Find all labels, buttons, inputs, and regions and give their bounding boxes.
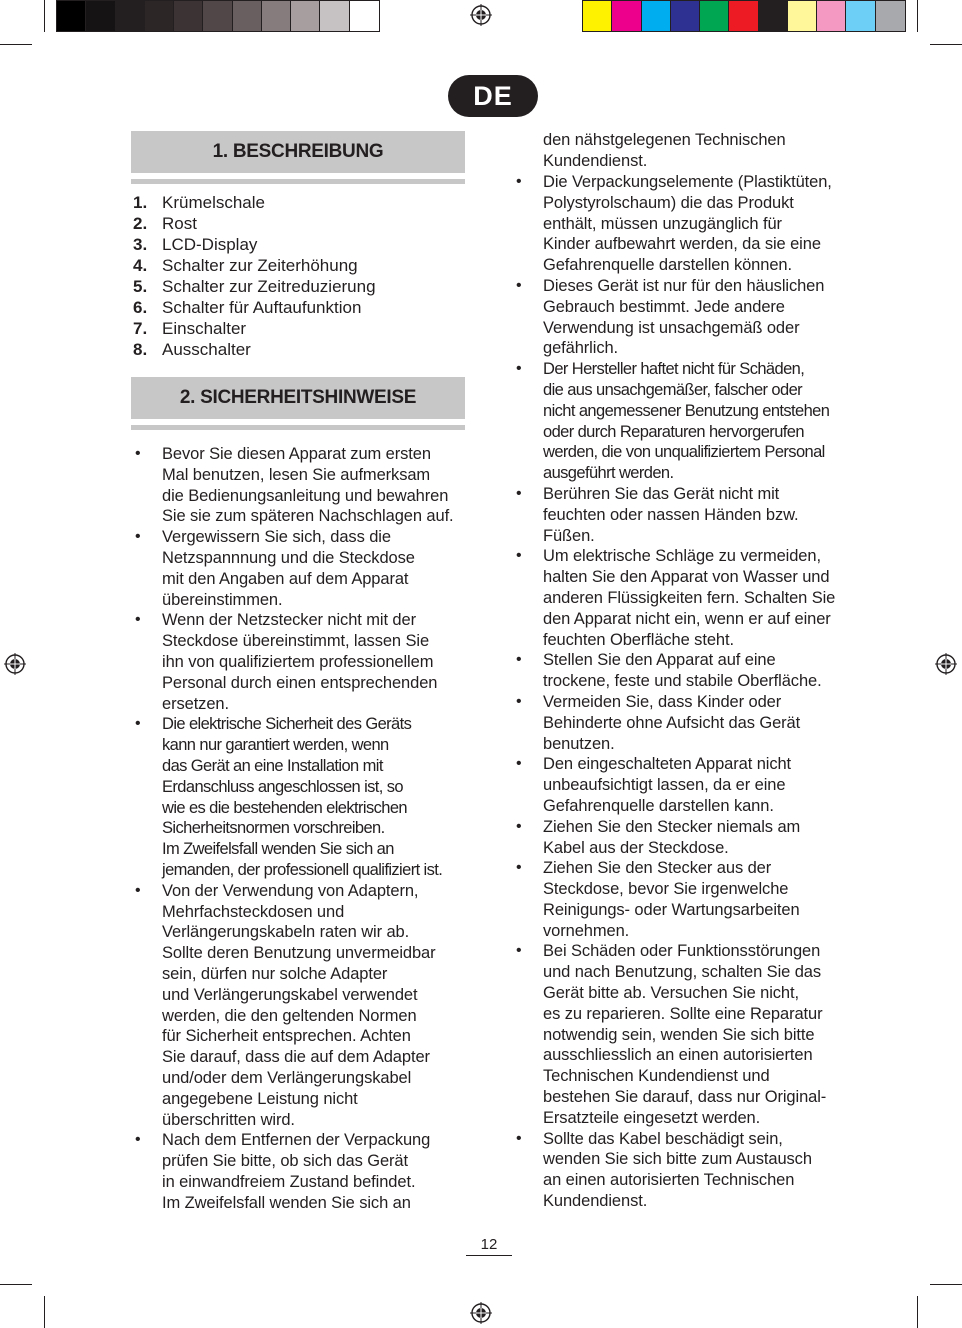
- safety-item: [516, 276, 863, 359]
- list-item-label: Einschalter: [162, 319, 247, 338]
- list-item-number: 6.: [133, 298, 148, 317]
- safety-item-text: Wenn der Netzstecker nicht mit der Steckdose übereinstimmt, lassen Sie ihn von qualifiziertem professionellem Personal durch einen entsprechenden ersetzen.: [162, 611, 438, 713]
- list-item-number: 1.: [133, 193, 148, 212]
- bullet-icon: •: [135, 715, 141, 733]
- list-item: [133, 213, 376, 234]
- grayscale-swatch: [203, 1, 232, 31]
- list-item: [133, 297, 376, 318]
- registration-mark-icon: [935, 653, 957, 675]
- safety-item: [516, 754, 863, 816]
- process-color-swatch: [612, 1, 641, 31]
- parts-list: [133, 192, 376, 360]
- list-item-label: Schalter für Auftaufunktion: [162, 298, 362, 317]
- safety-item-text: Berühren Sie das Gerät nicht mit feuchten oder nassen Händen bzw. Füßen.: [543, 484, 799, 545]
- safety-item: [516, 172, 863, 276]
- bullet-icon: •: [135, 1131, 141, 1149]
- grayscale-swatch: [86, 1, 115, 31]
- safety-item-text: Die Verpackungselemente (Plastiktüten, Polystyrolschaum) die das Produkt enthält, müssen unzugänglich für Kinder aufbewahrt werden, da sie eine Gefahrenquelle darstellen können.: [543, 173, 832, 275]
- safety-item-text: Nach dem Entfernen der Verpackung prüfen Sie bitte, ob sich das Gerät in einwandfreiem Zustand befindet. Im Zweifelsfall wenden Sie sich an: [162, 1131, 431, 1212]
- list-item: [133, 192, 376, 213]
- safety-item: [516, 941, 863, 1128]
- safety-item: [516, 546, 863, 650]
- process-color-swatch: [642, 1, 671, 31]
- safety-item: [516, 1129, 863, 1212]
- list-item-number: 7.: [133, 319, 148, 338]
- safety-item-text: Um elektrische Schläge zu vermeiden, halten Sie den Apparat von Wasser und anderen Flüssigkeiten fern. Schalten Sie den Apparat nicht ein, wenn er auf einer feuchten Oberfläche steht.: [543, 547, 836, 649]
- list-item-number: 8.: [133, 340, 148, 359]
- process-color-swatch: [700, 1, 729, 31]
- safety-item: [135, 1130, 482, 1213]
- section-divider: [131, 179, 465, 184]
- safety-item-text: Ziehen Sie den Stecker niemals am Kabel aus der Steckdose.: [543, 817, 801, 857]
- grayscale-swatch: [262, 1, 291, 31]
- section-heading-safety: 2. SICHERHEITSHINWEISE: [131, 377, 465, 419]
- bullet-icon: •: [135, 528, 141, 546]
- safety-item: [516, 817, 863, 859]
- grayscale-swatch: [145, 1, 174, 31]
- crop-mark-top-right-h: [930, 44, 962, 45]
- list-item-number: 5.: [133, 277, 148, 296]
- registration-mark-icon: [470, 4, 492, 26]
- process-color-swatch: [729, 1, 758, 31]
- safety-item: [516, 359, 863, 484]
- registration-mark-icon: [4, 653, 26, 675]
- bullet-icon: •: [135, 611, 141, 629]
- crop-mark-bottom-right-h: [930, 1284, 962, 1285]
- grayscale-swatch: [174, 1, 203, 31]
- safety-item-text: Den eingeschalteten Apparat nicht unbeaufsichtigt lassen, da er eine Gefahrenquelle darstellen kann.: [543, 755, 792, 815]
- safety-item: [135, 610, 482, 714]
- safety-item-text: Vermeiden Sie, dass Kinder oder Behinderte ohne Aufsicht das Gerät benutzen.: [543, 692, 801, 753]
- safety-item-text: Stellen Sie den Apparat auf eine trockene, feste und stabile Oberfläche.: [543, 651, 822, 691]
- safety-item-text: Ziehen Sie den Stecker aus der Steckdose, bevor Sie irgenwelche Reinigungs- oder Wartungsarbeiten vornehmen.: [543, 859, 800, 940]
- safety-item-text: Bei Schäden oder Funktionsstörungen und nach Benutzung, schalten Sie das Gerät bitte ab. Versuchen Sie nicht, es zu reparieren. Sollte eine Reparatur notwendig sein, wenden Sie sich bitte ausschliesslich an einen autorisierten Technischen Kundendienst und bestehen Sie darauf, dass nur Original- Ersatzteile eingesetzt werden.: [543, 942, 827, 1127]
- safety-item: [516, 692, 863, 754]
- crop-mark-top-left-h: [0, 44, 32, 45]
- list-item-label: Ausschalter: [162, 340, 251, 359]
- list-item-label: Schalter zur Zeitreduzierung: [162, 277, 376, 296]
- crop-mark-bottom-right-v: [917, 1296, 918, 1328]
- process-color-swatch: [759, 1, 788, 31]
- bullet-icon: •: [516, 360, 522, 378]
- bullet-icon: •: [135, 445, 141, 462]
- bullet-icon: •: [135, 881, 141, 899]
- bullet-icon: •: [516, 859, 522, 877]
- safety-item: [516, 484, 863, 546]
- grayscale-color-bar: [56, 0, 380, 32]
- safety-item-text: Sollte das Kabel beschädigt sein, wenden Sie sich bitte zum Austausch an einen autorisierten Technischen Kundendienst.: [543, 1129, 812, 1211]
- list-item-label: Krümelschale: [162, 193, 265, 212]
- crop-mark-bottom-left-h: [0, 1284, 32, 1285]
- safety-list-left: [135, 444, 482, 1213]
- section-heading-description: 1. BESCHREIBUNG: [131, 131, 465, 173]
- safety-item: [135, 527, 482, 610]
- crop-mark-top-right-v: [917, 0, 918, 32]
- list-item: [133, 255, 376, 276]
- safety-item-text: Die elektrische Sicherheit des Geräts kann nur garantiert werden, wenn das Gerät an eine Installation mit Erdanschluss angeschlossen ist, so wie es die bestehenden elektrischen Sicherheitsnormen vorschreiben. Im Zweifelsfall wenden Sie sich an jemanden, der professionell qualifiziert ist.: [162, 715, 443, 879]
- process-color-swatch: [671, 1, 700, 31]
- grayscale-swatch: [320, 1, 349, 31]
- list-item: [133, 339, 376, 360]
- safety-item-text: Vergewissern Sie sich, dass die Netzspannnung und die Steckdose mit den Angaben auf dem Apparat übereinstimmen.: [162, 528, 415, 609]
- list-item-label: LCD-Display: [162, 235, 258, 254]
- bullet-icon: •: [516, 276, 522, 294]
- bullet-icon: •: [516, 1129, 522, 1147]
- bullet-icon: •: [516, 173, 522, 190]
- list-item-label: Schalter zur Zeiterhöhung: [162, 256, 358, 275]
- page-number: 12: [466, 1236, 512, 1256]
- list-item: [133, 234, 376, 255]
- bullet-icon: •: [516, 692, 522, 710]
- bullet-icon: •: [516, 755, 522, 773]
- safety-list-right: [516, 172, 863, 1212]
- crop-mark-top-left-v: [44, 0, 45, 32]
- safety-item-text: Bevor Sie diesen Apparat zum ersten Mal benutzen, lesen Sie aufmerksam die Bedienungsanleitung und bewahren Sie sie zum späteren Nachschlagen auf.: [162, 445, 454, 526]
- language-badge: DE: [448, 75, 538, 117]
- registration-mark-icon: [470, 1302, 492, 1324]
- list-item: [133, 318, 376, 339]
- section-divider: [131, 425, 465, 430]
- grayscale-swatch: [57, 1, 86, 31]
- safety-continuation-text: den nähstgelegenen Technischen Kundendienst.: [543, 131, 786, 170]
- process-color-swatch: [583, 1, 612, 31]
- bullet-icon: •: [516, 942, 522, 960]
- grayscale-swatch: [350, 1, 379, 31]
- grayscale-swatch: [116, 1, 145, 31]
- process-color-swatch: [876, 1, 905, 31]
- list-item-number: 3.: [133, 235, 148, 254]
- safety-item: [135, 881, 482, 1131]
- list-item-label: Rost: [162, 214, 197, 233]
- safety-item: [135, 444, 482, 527]
- process-color-swatch: [846, 1, 875, 31]
- safety-item-text: Dieses Gerät ist nur für den häuslichen Gebrauch bestimmt. Jede andere Verwendung ist unsachgemäß oder gefährlich.: [543, 276, 825, 358]
- bullet-icon: •: [516, 547, 522, 565]
- safety-item-text: Der Hersteller haftet nicht für Schäden, die aus unsachgemäßer, falscher oder nicht angemessener Benutzung entstehen oder durch Reparaturen hervorgerufen werden, die von unqualifiziertem Personal ausgeführt werden.: [543, 360, 830, 483]
- grayscale-swatch: [233, 1, 262, 31]
- crop-mark-bottom-left-v: [44, 1296, 45, 1328]
- safety-item: [135, 714, 482, 880]
- list-item-number: 4.: [133, 256, 148, 275]
- process-color-swatch: [788, 1, 817, 31]
- safety-item: [516, 650, 863, 692]
- bullet-icon: •: [516, 817, 522, 835]
- bullet-icon: •: [516, 651, 522, 669]
- bullet-icon: •: [516, 484, 522, 502]
- list-item-number: 2.: [133, 214, 148, 233]
- process-color-swatch: [817, 1, 846, 31]
- safety-item-text: Von der Verwendung von Adaptern, Mehrfachsteckdosen und Verlängerungskabeln raten wir ab. Sollte deren Benutzung unvermeidbar sein, dürfen nur solche Adapter und Verlängerungskabel verwendet werden, die den geltenden Normen für Sicherheit entsprechen. Achten Sie darauf, dass die auf dem Adapter und/oder dem Verlängerungskabel angegebene Leistung nicht überschritten wird.: [162, 881, 436, 1129]
- process-color-bar: [582, 0, 906, 32]
- safety-item: [516, 858, 863, 941]
- grayscale-swatch: [291, 1, 320, 31]
- list-item: [133, 276, 376, 297]
